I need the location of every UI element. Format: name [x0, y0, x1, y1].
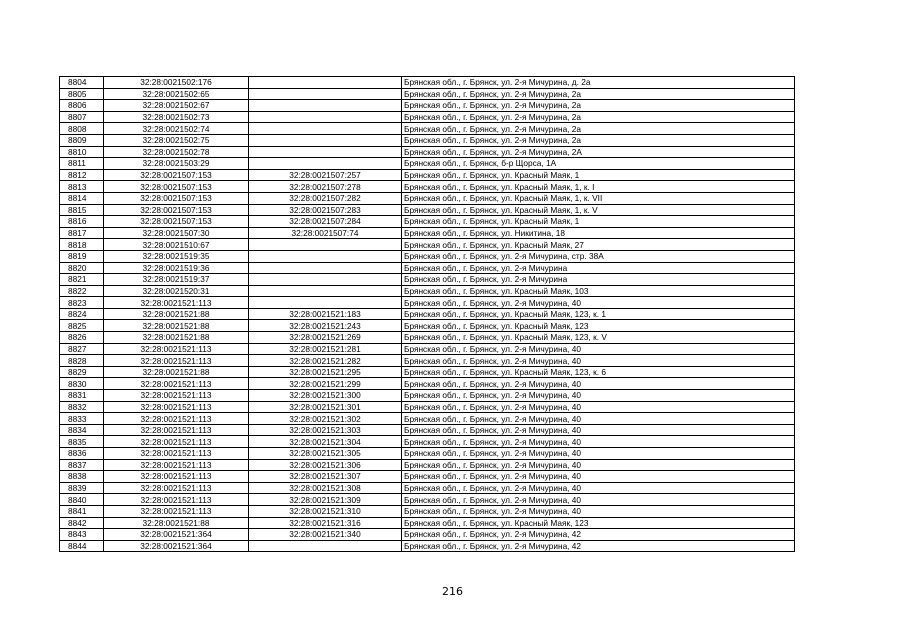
address-cell: Брянская обл., г. Брянск, ул. 2-я Мичурина, 40 — [402, 297, 795, 309]
table-row — [60, 181, 795, 193]
address-cell: Брянская обл., г. Брянск, ул. Красный Маяк, 123, к. 6 — [402, 366, 795, 378]
address-cell: Брянская обл., г. Брянск, ул. 2-я Мичурина, стр. 38А — [402, 250, 795, 262]
address-cell: Брянская обл., г. Брянск, ул. 2-я Мичурина, 40 — [402, 471, 795, 483]
building-cadastral-cell: 32:28:0021507:283 — [249, 204, 402, 216]
table-row — [60, 320, 795, 332]
table-row — [60, 204, 795, 216]
address-cell: Брянская обл., г. Брянск, ул. Красный Маяк, 1 — [402, 216, 795, 228]
row-number-cell: 8842 — [60, 517, 104, 529]
parcel-cadastral-cell: 32:28:0021502:73 — [104, 111, 249, 123]
parcel-cadastral-cell: 32:28:0021521:113 — [104, 378, 249, 390]
parcel-cadastral-cell: 32:28:0021519:36 — [104, 262, 249, 274]
row-number-cell: 8814 — [60, 192, 104, 204]
table-row — [60, 77, 795, 89]
row-number-cell: 8834 — [60, 424, 104, 436]
building-cadastral-cell: 32:28:0021521:316 — [249, 517, 402, 529]
parcel-cadastral-cell: 32:28:0021507:30 — [104, 227, 249, 239]
parcel-cadastral-cell: 32:28:0021521:88 — [104, 320, 249, 332]
building-cadastral-cell — [249, 285, 402, 297]
table-row — [60, 355, 795, 367]
table-row — [60, 123, 795, 135]
building-cadastral-cell — [249, 123, 402, 135]
building-cadastral-cell: 32:28:0021507:282 — [249, 192, 402, 204]
table-row — [60, 216, 795, 228]
building-cadastral-cell: 32:28:0021521:269 — [249, 332, 402, 344]
address-cell: Брянская обл., г. Брянск, ул. Красный Маяк, 1 — [402, 169, 795, 181]
building-cadastral-cell: 32:28:0021521:306 — [249, 459, 402, 471]
table-row — [60, 169, 795, 181]
parcel-cadastral-cell: 32:28:0021521:88 — [104, 332, 249, 344]
table-row — [60, 88, 795, 100]
table-row — [60, 250, 795, 262]
table-row — [60, 471, 795, 483]
address-cell: Брянская обл., г. Брянск, ул. 2-я Мичурина, 2а — [402, 100, 795, 112]
parcel-cadastral-cell: 32:28:0021520:31 — [104, 285, 249, 297]
table-row — [60, 401, 795, 413]
building-cadastral-cell: 32:28:0021521:303 — [249, 424, 402, 436]
address-cell: Брянская обл., г. Брянск, ул. Красный Маяк, 123 — [402, 320, 795, 332]
table-row — [60, 366, 795, 378]
table-row — [60, 227, 795, 239]
table-row — [60, 239, 795, 251]
table-row — [60, 343, 795, 355]
row-number-cell: 8806 — [60, 100, 104, 112]
address-cell: Брянская обл., г. Брянск, ул. Красный Маяк, 103 — [402, 285, 795, 297]
row-number-cell: 8828 — [60, 355, 104, 367]
building-cadastral-cell — [249, 274, 402, 286]
building-cadastral-cell: 32:28:0021507:74 — [249, 227, 402, 239]
parcel-cadastral-cell: 32:28:0021521:113 — [104, 505, 249, 517]
address-cell: Брянская обл., г. Брянск, ул. 2-я Мичурина, 42 — [402, 529, 795, 541]
address-cell: Брянская обл., г. Брянск, ул. 2-я Мичурина, 40 — [402, 448, 795, 460]
table-row — [60, 436, 795, 448]
building-cadastral-cell — [249, 540, 402, 552]
table-row — [60, 111, 795, 123]
address-cell: Брянская обл., г. Брянск, ул. Красный Маяк, 1, к. I — [402, 181, 795, 193]
address-cell: Брянская обл., г. Брянск, ул. 2-я Мичурина, 2а — [402, 111, 795, 123]
row-number-cell: 8824 — [60, 308, 104, 320]
table-row — [60, 529, 795, 541]
building-cadastral-cell — [249, 134, 402, 146]
parcel-cadastral-cell: 32:28:0021507:153 — [104, 192, 249, 204]
building-cadastral-cell: 32:28:0021521:307 — [249, 471, 402, 483]
parcel-cadastral-cell: 32:28:0021521:113 — [104, 343, 249, 355]
building-cadastral-cell: 32:28:0021521:281 — [249, 343, 402, 355]
row-number-cell: 8817 — [60, 227, 104, 239]
registry-table — [59, 76, 795, 552]
building-cadastral-cell: 32:28:0021521:309 — [249, 494, 402, 506]
table-row — [60, 274, 795, 286]
parcel-cadastral-cell: 32:28:0021502:75 — [104, 134, 249, 146]
address-cell: Брянская обл., г. Брянск, ул. 2-я Мичурина, 2а — [402, 134, 795, 146]
table-row — [60, 134, 795, 146]
address-cell: Брянская обл., г. Брянск, ул. 2-я Мичурина, 40 — [402, 482, 795, 494]
building-cadastral-cell: 32:28:0021521:304 — [249, 436, 402, 448]
address-cell: Брянская обл., г. Брянск, ул. 2-я Мичурина, 40 — [402, 343, 795, 355]
row-number-cell: 8840 — [60, 494, 104, 506]
row-number-cell: 8815 — [60, 204, 104, 216]
address-cell: Брянская обл., г. Брянск, ул. Красный Маяк, 123 — [402, 517, 795, 529]
row-number-cell: 8823 — [60, 297, 104, 309]
building-cadastral-cell — [249, 262, 402, 274]
parcel-cadastral-cell: 32:28:0021521:364 — [104, 540, 249, 552]
table-row — [60, 459, 795, 471]
table-row — [60, 390, 795, 402]
row-number-cell: 8825 — [60, 320, 104, 332]
registry-table-body — [60, 77, 795, 552]
parcel-cadastral-cell: 32:28:0021521:113 — [104, 355, 249, 367]
building-cadastral-cell — [249, 297, 402, 309]
address-cell: Брянская обл., г. Брянск, ул. 2-я Мичурина, 40 — [402, 505, 795, 517]
row-number-cell: 8830 — [60, 378, 104, 390]
parcel-cadastral-cell: 32:28:0021502:74 — [104, 123, 249, 135]
row-number-cell: 8808 — [60, 123, 104, 135]
row-number-cell: 8818 — [60, 239, 104, 251]
parcel-cadastral-cell: 32:28:0021521:113 — [104, 436, 249, 448]
address-cell: Брянская обл., г. Брянск, ул. 2-я Мичурина, 40 — [402, 390, 795, 402]
row-number-cell: 8831 — [60, 390, 104, 402]
building-cadastral-cell: 32:28:0021521:310 — [249, 505, 402, 517]
table-row — [60, 505, 795, 517]
row-number-cell: 8819 — [60, 250, 104, 262]
row-number-cell: 8835 — [60, 436, 104, 448]
building-cadastral-cell — [249, 100, 402, 112]
address-cell: Брянская обл., г. Брянск, ул. 2-я Мичурина, 2а — [402, 123, 795, 135]
table-row — [60, 146, 795, 158]
building-cadastral-cell — [249, 146, 402, 158]
parcel-cadastral-cell: 32:28:0021502:78 — [104, 146, 249, 158]
row-number-cell: 8833 — [60, 413, 104, 425]
row-number-cell: 8810 — [60, 146, 104, 158]
address-cell: Брянская обл., г. Брянск, ул. 2-я Мичурина, 40 — [402, 424, 795, 436]
building-cadastral-cell: 32:28:0021521:300 — [249, 390, 402, 402]
table-row — [60, 482, 795, 494]
address-cell: Брянская обл., г. Брянск, ул. 2-я Мичурина, 40 — [402, 413, 795, 425]
address-cell: Брянская обл., г. Брянск, ул. 2-я Мичурина, 40 — [402, 436, 795, 448]
address-cell: Брянская обл., г. Брянск, ул. 2-я Мичурина, 40 — [402, 378, 795, 390]
parcel-cadastral-cell: 32:28:0021507:153 — [104, 169, 249, 181]
row-number-cell: 8820 — [60, 262, 104, 274]
building-cadastral-cell — [249, 158, 402, 170]
row-number-cell: 8821 — [60, 274, 104, 286]
building-cadastral-cell: 32:28:0021521:282 — [249, 355, 402, 367]
row-number-cell: 8832 — [60, 401, 104, 413]
address-cell: Брянская обл., г. Брянск, ул. 2-я Мичурина, 40 — [402, 459, 795, 471]
parcel-cadastral-cell: 32:28:0021521:88 — [104, 517, 249, 529]
row-number-cell: 8811 — [60, 158, 104, 170]
parcel-cadastral-cell: 32:28:0021521:364 — [104, 529, 249, 541]
parcel-cadastral-cell: 32:28:0021502:65 — [104, 88, 249, 100]
parcel-cadastral-cell: 32:28:0021521:113 — [104, 459, 249, 471]
parcel-cadastral-cell: 32:28:0021503:29 — [104, 158, 249, 170]
table-row — [60, 192, 795, 204]
row-number-cell: 8805 — [60, 88, 104, 100]
row-number-cell: 8813 — [60, 181, 104, 193]
row-number-cell: 8838 — [60, 471, 104, 483]
row-number-cell: 8826 — [60, 332, 104, 344]
parcel-cadastral-cell: 32:28:0021521:113 — [104, 390, 249, 402]
row-number-cell: 8816 — [60, 216, 104, 228]
table-row — [60, 378, 795, 390]
address-cell: Брянская обл., г. Брянск, ул. Красный Маяк, 1, к. VII — [402, 192, 795, 204]
row-number-cell: 8844 — [60, 540, 104, 552]
parcel-cadastral-cell: 32:28:0021521:113 — [104, 494, 249, 506]
parcel-cadastral-cell: 32:28:0021519:35 — [104, 250, 249, 262]
parcel-cadastral-cell: 32:28:0021507:153 — [104, 204, 249, 216]
address-cell: Брянская обл., г. Брянск, ул. Красный Маяк, 123, к. 1 — [402, 308, 795, 320]
building-cadastral-cell: 32:28:0021521:299 — [249, 378, 402, 390]
parcel-cadastral-cell: 32:28:0021521:113 — [104, 424, 249, 436]
table-row — [60, 297, 795, 309]
parcel-cadastral-cell: 32:28:0021521:113 — [104, 401, 249, 413]
address-cell: Брянская обл., г. Брянск, ул. Никитина, 18 — [402, 227, 795, 239]
address-cell: Брянская обл., г. Брянск, ул. 2-я Мичурина, 2а — [402, 88, 795, 100]
building-cadastral-cell: 32:28:0021521:243 — [249, 320, 402, 332]
parcel-cadastral-cell: 32:28:0021521:113 — [104, 413, 249, 425]
building-cadastral-cell — [249, 239, 402, 251]
parcel-cadastral-cell: 32:28:0021519:37 — [104, 274, 249, 286]
table-row — [60, 424, 795, 436]
parcel-cadastral-cell: 32:28:0021521:113 — [104, 471, 249, 483]
building-cadastral-cell: 32:28:0021521:340 — [249, 529, 402, 541]
parcel-cadastral-cell: 32:28:0021521:88 — [104, 308, 249, 320]
row-number-cell: 8841 — [60, 505, 104, 517]
address-cell: Брянская обл., г. Брянск, ул. Красный Маяк, 27 — [402, 239, 795, 251]
building-cadastral-cell: 32:28:0021507:284 — [249, 216, 402, 228]
row-number-cell: 8843 — [60, 529, 104, 541]
table-row — [60, 158, 795, 170]
table-row — [60, 285, 795, 297]
parcel-cadastral-cell: 32:28:0021521:113 — [104, 297, 249, 309]
building-cadastral-cell: 32:28:0021521:308 — [249, 482, 402, 494]
address-cell: Брянская обл., г. Брянск, б-р Щорса, 1А — [402, 158, 795, 170]
table-row — [60, 540, 795, 552]
building-cadastral-cell — [249, 250, 402, 262]
row-number-cell: 8837 — [60, 459, 104, 471]
building-cadastral-cell — [249, 77, 402, 89]
parcel-cadastral-cell: 32:28:0021507:153 — [104, 216, 249, 228]
parcel-cadastral-cell: 32:28:0021502:176 — [104, 77, 249, 89]
address-cell: Брянская обл., г. Брянск, ул. 2-я Мичурина, 40 — [402, 401, 795, 413]
parcel-cadastral-cell: 32:28:0021521:113 — [104, 448, 249, 460]
building-cadastral-cell: 32:28:0021507:257 — [249, 169, 402, 181]
parcel-cadastral-cell: 32:28:0021502:67 — [104, 100, 249, 112]
table-row — [60, 262, 795, 274]
row-number-cell: 8809 — [60, 134, 104, 146]
row-number-cell: 8822 — [60, 285, 104, 297]
address-cell: Брянская обл., г. Брянск, ул. 2-я Мичурина — [402, 274, 795, 286]
row-number-cell: 8804 — [60, 77, 104, 89]
building-cadastral-cell — [249, 111, 402, 123]
building-cadastral-cell: 32:28:0021521:305 — [249, 448, 402, 460]
table-row — [60, 517, 795, 529]
parcel-cadastral-cell: 32:28:0021510:67 — [104, 239, 249, 251]
row-number-cell: 8812 — [60, 169, 104, 181]
page-number: 216 — [442, 585, 463, 598]
building-cadastral-cell: 32:28:0021521:301 — [249, 401, 402, 413]
address-cell: Брянская обл., г. Брянск, ул. 2-я Мичурина, д. 2а — [402, 77, 795, 89]
building-cadastral-cell: 32:28:0021521:295 — [249, 366, 402, 378]
table-row — [60, 308, 795, 320]
address-cell: Брянская обл., г. Брянск, ул. 2-я Мичурина, 2А — [402, 146, 795, 158]
row-number-cell: 8807 — [60, 111, 104, 123]
table-row — [60, 100, 795, 112]
parcel-cadastral-cell: 32:28:0021521:113 — [104, 482, 249, 494]
table-row — [60, 448, 795, 460]
address-cell: Брянская обл., г. Брянск, ул. 2-я Мичурина — [402, 262, 795, 274]
table-row — [60, 413, 795, 425]
parcel-cadastral-cell: 32:28:0021507:153 — [104, 181, 249, 193]
table-row — [60, 494, 795, 506]
building-cadastral-cell: 32:28:0021521:183 — [249, 308, 402, 320]
address-cell: Брянская обл., г. Брянск, ул. 2-я Мичурина, 40 — [402, 494, 795, 506]
table-row — [60, 332, 795, 344]
parcel-cadastral-cell: 32:28:0021521:88 — [104, 366, 249, 378]
address-cell: Брянская обл., г. Брянск, ул. Красный Маяк, 123, к. V — [402, 332, 795, 344]
row-number-cell: 8827 — [60, 343, 104, 355]
building-cadastral-cell: 32:28:0021521:302 — [249, 413, 402, 425]
address-cell: Брянская обл., г. Брянск, ул. Красный Маяк, 1, к. V — [402, 204, 795, 216]
row-number-cell: 8836 — [60, 448, 104, 460]
address-cell: Брянская обл., г. Брянск, ул. 2-я Мичурина, 40 — [402, 355, 795, 367]
row-number-cell: 8829 — [60, 366, 104, 378]
building-cadastral-cell — [249, 88, 402, 100]
building-cadastral-cell: 32:28:0021507:278 — [249, 181, 402, 193]
address-cell: Брянская обл., г. Брянск, ул. 2-я Мичурина, 42 — [402, 540, 795, 552]
row-number-cell: 8839 — [60, 482, 104, 494]
